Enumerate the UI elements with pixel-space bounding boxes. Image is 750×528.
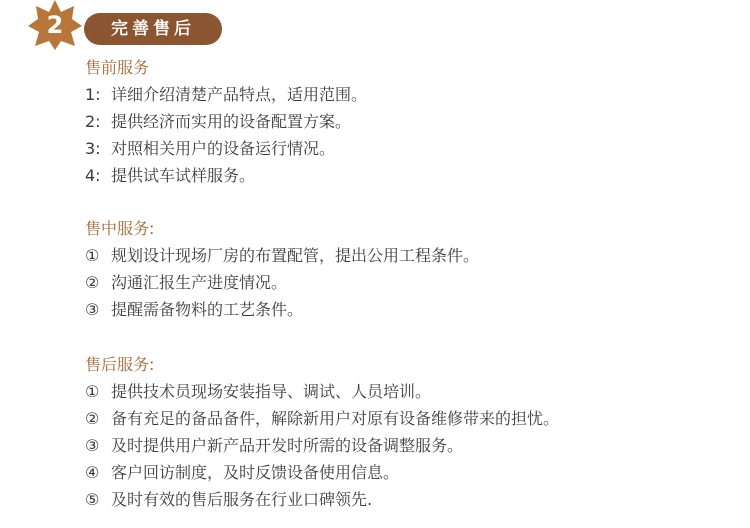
item-number: ①: [85, 246, 100, 265]
pre-sale-heading: 售前服务: [85, 58, 150, 77]
list-item: [85, 378, 559, 405]
item-text: 对照相关用户的设备运行情况。: [111, 139, 336, 158]
item-number: ③: [85, 436, 100, 455]
item-number: ④: [85, 463, 100, 482]
item-number: ⑤: [85, 490, 100, 509]
item-number: ①: [85, 382, 100, 401]
item-number: ②: [85, 273, 100, 292]
item-text: 规划设计现场厂房的布置配管，提出公用工程条件。: [111, 246, 480, 265]
item-text: 提供试车试样服务。: [111, 166, 256, 185]
item-text: 提醒需备物料的工艺条件。: [111, 300, 304, 319]
list-item: [85, 108, 367, 135]
item-number: 3:: [85, 139, 101, 158]
item-text: 提供经济而实用的设备配置方案。: [111, 112, 352, 131]
pre-sale-section: [85, 55, 367, 189]
mid-sale-section: [85, 216, 479, 323]
item-text: 详细介绍清楚产品特点，适用范围。: [111, 85, 368, 104]
after-sale-heading: 售后服务:: [85, 355, 155, 374]
item-text: 提供技术员现场安装指导、调试、人员培训。: [111, 382, 432, 401]
item-text: 及时有效的售后服务在行业口碑领先.: [111, 490, 373, 509]
badge-number: 2: [46, 11, 64, 39]
item-number: 4:: [85, 166, 101, 185]
section-title-pill: 完善售后: [84, 13, 222, 45]
item-number: ③: [85, 300, 100, 319]
list-item: [85, 135, 367, 162]
item-text: 沟通汇报生产进度情况。: [111, 273, 288, 292]
list-item: [85, 242, 479, 269]
list-item: [85, 405, 559, 432]
after-sale-section: [85, 352, 559, 513]
item-number: ②: [85, 409, 100, 428]
item-number: 2:: [85, 112, 101, 131]
list-item: [85, 296, 479, 323]
list-item: [85, 269, 479, 296]
mid-sale-heading: 售中服务:: [85, 219, 155, 238]
item-text: 备有充足的备品备件，解除新用户对原有设备维修带来的担忧。: [111, 409, 560, 428]
list-item: [85, 459, 559, 486]
list-item: [85, 162, 367, 189]
item-number: 1:: [85, 85, 101, 104]
list-item: [85, 81, 367, 108]
item-text: 客户回访制度，及时反馈设备使用信息。: [111, 463, 400, 482]
list-item: [85, 432, 559, 459]
list-item: [85, 486, 559, 513]
item-text: 及时提供用户新产品开发时所需的设备调整服务。: [111, 436, 464, 455]
